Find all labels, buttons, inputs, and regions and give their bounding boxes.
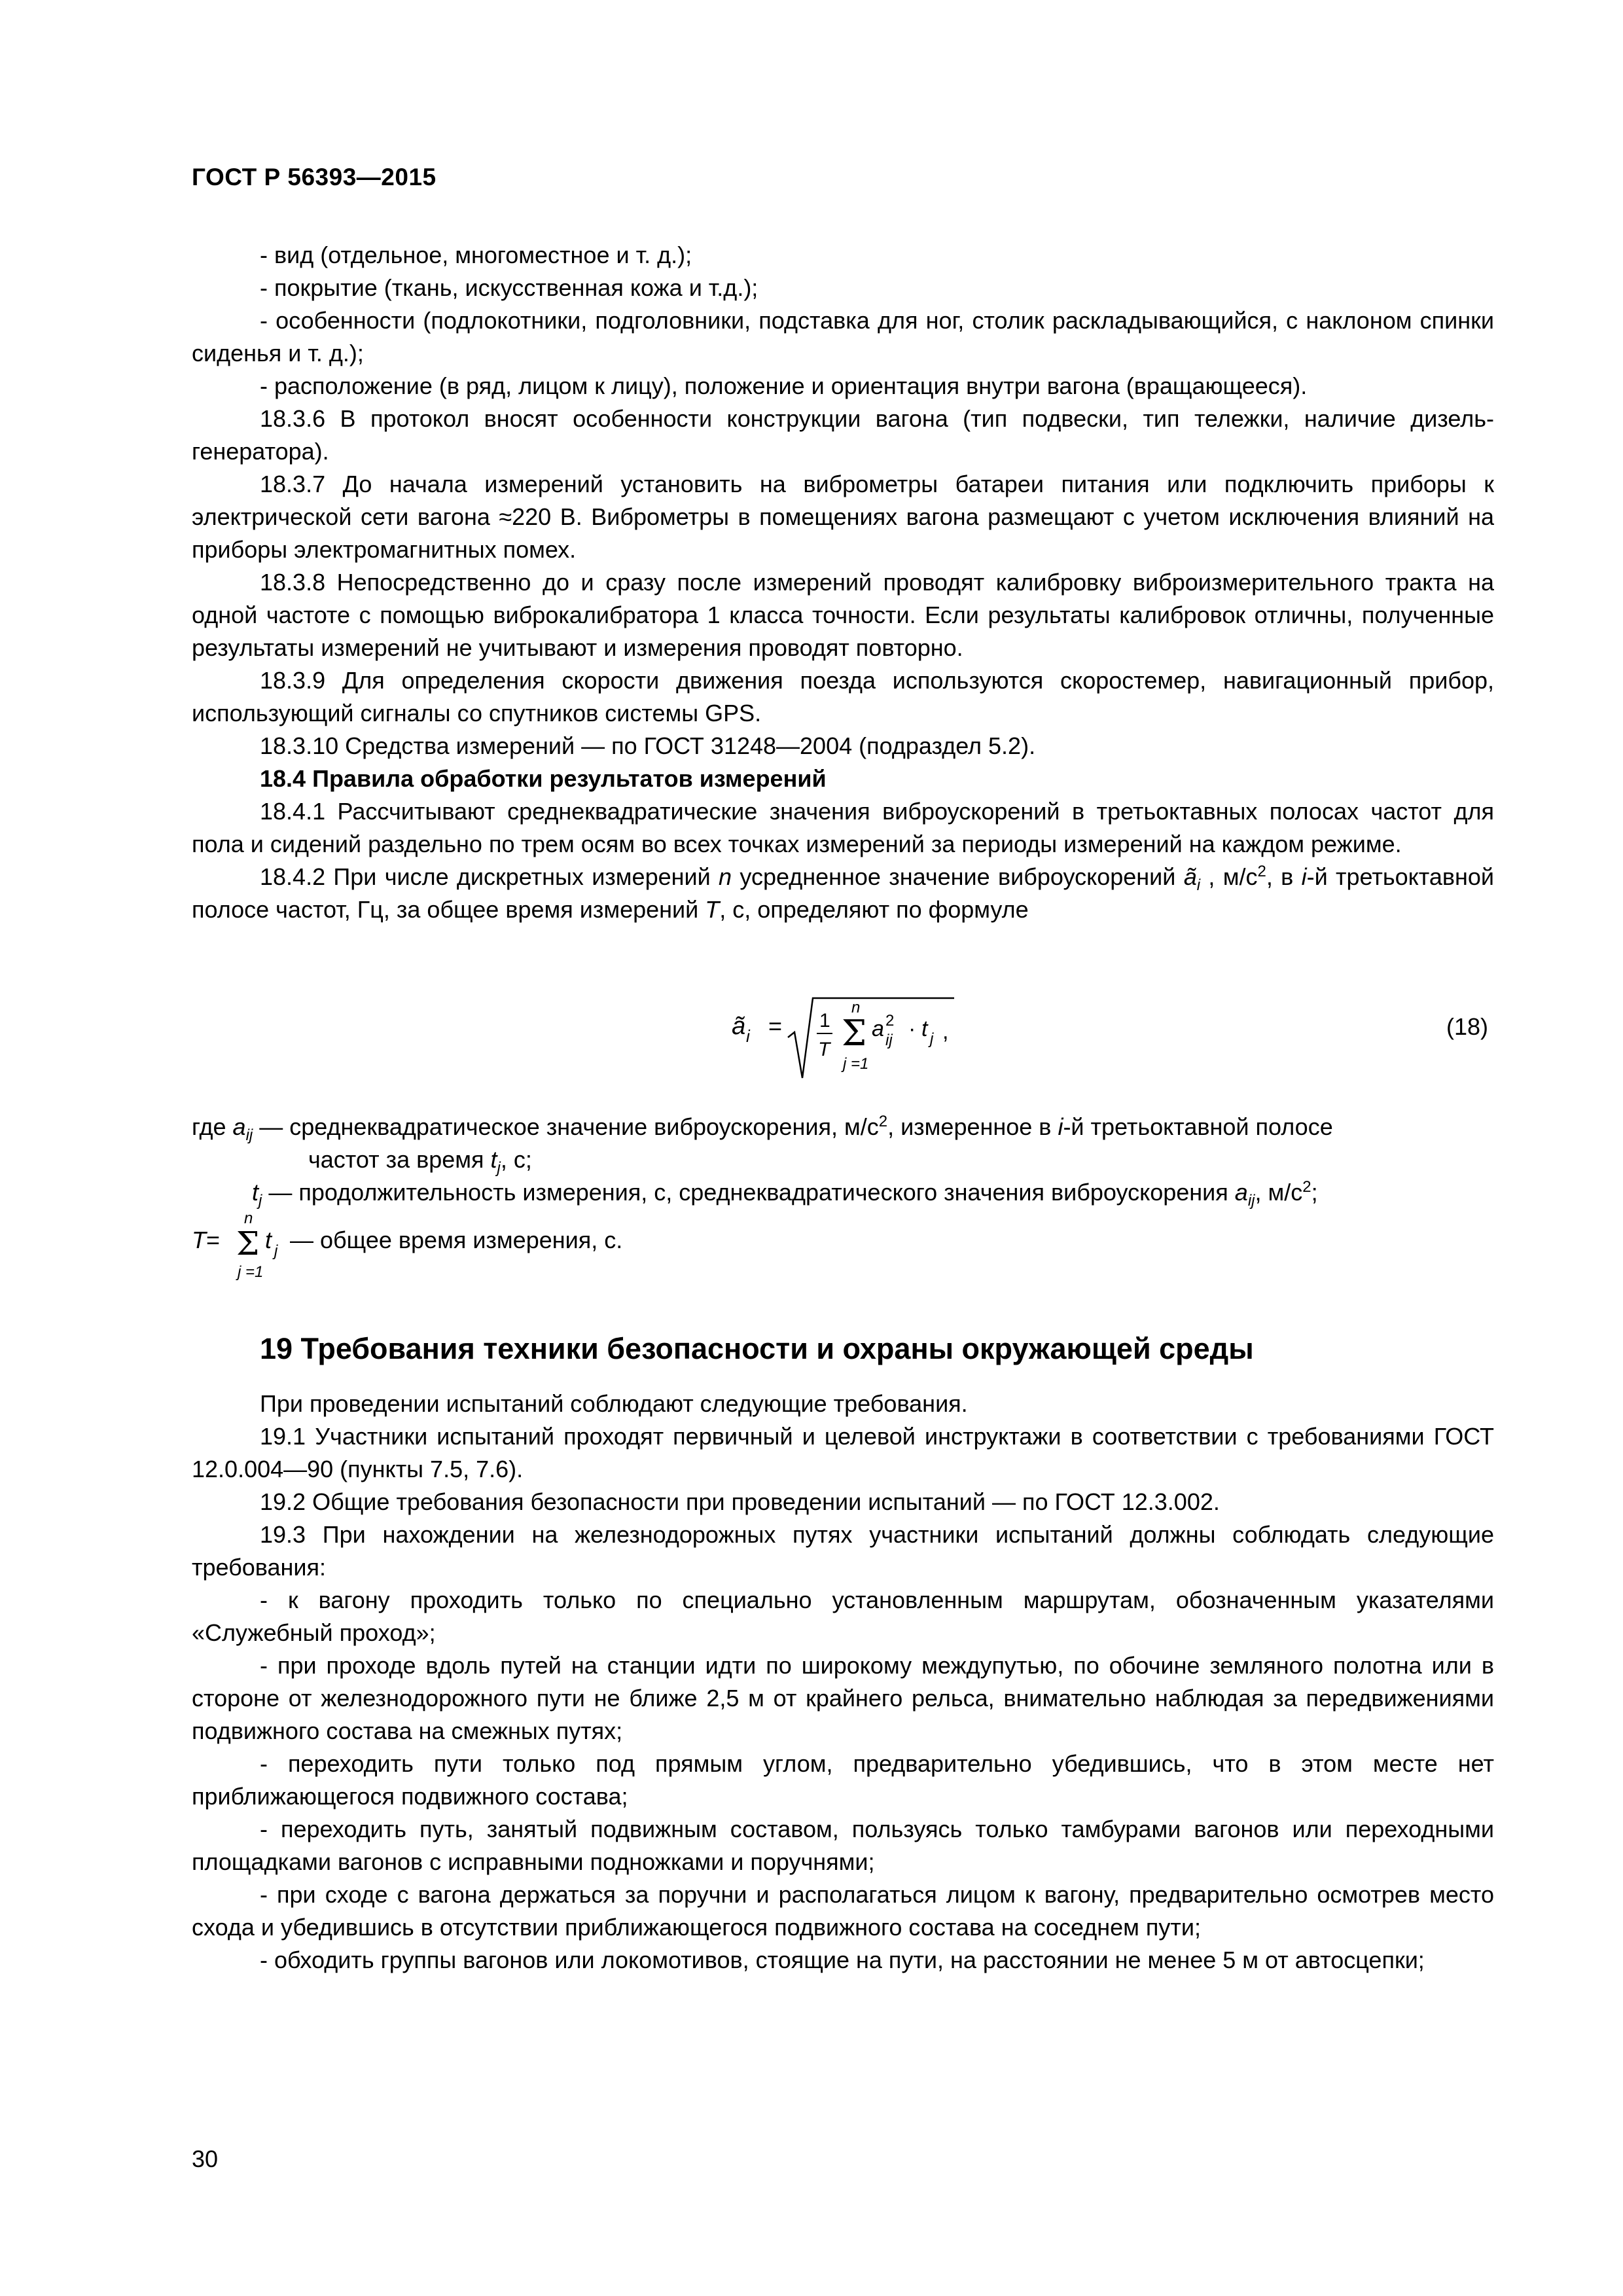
paragraph: - при проходе вдоль путей на станции идти по широкому междупутью, по обочине земляного полотна или в стороне от железнодорожного пути не ближе 2,5 м от крайнего рельса, внимательно наблюдая за передвижениями подвижного состава на смежных путях; [192, 1652, 1494, 1744]
section-19-title: 19 Требования техники безопасности и охраны окружающей среды [260, 1332, 1254, 1365]
formula-sum-bottom: j =1 [843, 1055, 869, 1073]
math-sub: j [497, 1159, 501, 1177]
formula-frac-den: T [818, 1039, 830, 1060]
text: , в [1266, 863, 1302, 890]
formula-sum-top: n [851, 999, 861, 1016]
paragraph: 18.3.6 В протокол вносят особенности конструкции вагона (тип подвески, тип тележки, наличие дизель-генератора). [192, 405, 1494, 465]
math-sub: ij [1247, 1192, 1255, 1210]
formula-equals: = [768, 1013, 783, 1039]
formula-frac-num: 1 [819, 1010, 830, 1031]
paragraph: 18.4.1 Рассчитывают среднеквадратические значения виброускорений в третьоктавных полосах частот для пола и сидений раздельно по трем осям во всех точках измерений за периоды измерений на каждом режиме. [192, 798, 1494, 857]
text: где [192, 1113, 233, 1140]
text: 18.4.2 При числе дискретных измерений [260, 863, 719, 890]
paragraph: - особенности (подлокотники, подголовники, подставка для ног, столик раскладывающийся, с наклоном спинки сиденья и т. д.); [192, 307, 1494, 367]
formula-term-sub: ij [885, 1031, 893, 1049]
legend-line [192, 1111, 1501, 1143]
formula-comma: , [942, 1019, 949, 1044]
text: ; [1311, 1179, 1318, 1206]
text: , с; [500, 1146, 532, 1173]
text: , измеренное в [887, 1113, 1058, 1140]
sum-t: t [265, 1227, 272, 1253]
text: — среднеквадратическое значение виброускорения, м/с [253, 1113, 879, 1140]
paragraph: 18.3.10 Средства измерений — по ГОСТ 31248—2004 (подраздел 5.2). [260, 732, 1036, 759]
formula-term: a [872, 1016, 884, 1041]
formula-term-sup: 2 [885, 1012, 895, 1030]
text: , м/с [1255, 1179, 1303, 1206]
math-var: i [1301, 863, 1307, 890]
math-sup: 2 [1257, 863, 1266, 880]
math-sub: ij [245, 1126, 253, 1145]
paragraph: - покрытие (ткань, искусственная кожа и т.д.); [260, 274, 758, 301]
section-19-text [192, 1388, 1494, 1977]
paragraph: 18.3.9 Для определения скорости движения поезда используются скоростемер, навигационный прибор, использующий сигналы со спутников системы GPS. [192, 667, 1494, 726]
text: частот за время [308, 1146, 491, 1173]
math-sup: 2 [878, 1113, 888, 1130]
paragraph: 19.1 Участники испытаний проходят первичный и целевой инструктажи в соответствии с требованиями ГОСТ 12.0.004—90 (пункты 7.5, 7.6). [192, 1423, 1494, 1482]
text: -й третьоктавной полосе [1063, 1113, 1333, 1140]
formula-t-sub: j [930, 1030, 934, 1048]
paragraph: - вид (отдельное, многоместное и т. д.); [260, 242, 692, 268]
sum-eq: = [206, 1227, 221, 1253]
formula-lhs: ã [732, 1013, 746, 1040]
sum-bottom: j =1 [238, 1263, 264, 1281]
paragraph: 18.3.7 До начала измерений установить на виброметры батареи питания или подключить приборы к электрической сети вагона ≈220 В. Виброметры в помещениях вагона размещают с учетом исключения влияний на приборы электромагнитных помех. [192, 471, 1494, 563]
paragraph: - к вагону проходить только по специально установленным маршрутам, обозначенным указателями «Служебный проход»; [192, 1587, 1494, 1646]
paragraph: При проведении испытаний соблюдают следующие требования. [260, 1390, 968, 1417]
paragraph: 19.3 При нахождении на железнодорожных путях участники испытаний должны соблюдать следующие требования: [192, 1521, 1494, 1581]
math-var: i [1058, 1113, 1063, 1140]
subsection-heading: 18.4 Правила обработки результатов измерений [260, 765, 827, 792]
text: , м/с [1200, 863, 1258, 890]
math-var: a [232, 1113, 246, 1140]
sqrt-sign [788, 998, 954, 1078]
paragraph: - обходить группы вагонов или локомотивов, стоящие на пути, на расстоянии не менее 5 м от автосцепки; [260, 1946, 1425, 1973]
formula-lhs-sub: i [746, 1026, 750, 1046]
math-var: t [490, 1146, 497, 1173]
paragraph: - переходить путь, занятый подвижным составом, пользуясь только тамбурами вагонов или переходными площадками вагонов с исправными подножками и поручнями; [192, 1816, 1494, 1875]
paragraph: 19.2 Общие требования безопасности при проведении испытаний — по ГОСТ 12.3.002. [260, 1488, 1220, 1515]
text: усредненное значение виброускорений [732, 863, 1184, 890]
math-var: t [252, 1179, 259, 1206]
sum-text: — общее время измерения, с. [290, 1227, 623, 1253]
formula-dot: · [908, 1016, 916, 1041]
legend-line [192, 1143, 1501, 1176]
sum-t-sub: j [274, 1242, 278, 1260]
sum-T: T [192, 1227, 206, 1253]
paragraph: - при сходе с вагона держаться за поручни и располагаться лицом к вагону, предварительно осмотрев место схода и убедившись в отсутствии приближающегося подвижного состава на соседнем пути; [192, 1881, 1494, 1941]
text: — продолжительность измерения, с, среднеквадратического значения виброускорения [262, 1179, 1235, 1206]
text: -й третьоктавной полосе частот, Гц, за общее время измерений [192, 863, 1495, 923]
math-var: ã [1183, 863, 1197, 890]
math-sub: i [1196, 876, 1201, 895]
legend-line [192, 1176, 1501, 1209]
paragraph: 18.3.8 Непосредственно до и сразу после измерений проводят калибровку виброизмерительного тракта на одной частоте с помощью виброкалибратора 1 класса точности. Если результаты калибровок отличны, полученные результаты измерений не учитывают и измерения проводят повторно. [192, 569, 1494, 661]
sum-sign: Σ [842, 1013, 867, 1054]
formula-number: (18) [1446, 1013, 1489, 1040]
text: , с, определяют по формуле [719, 896, 1029, 923]
paragraph-with-math [192, 861, 1494, 926]
total-time-formula [192, 1209, 846, 1281]
section-18-text [192, 239, 1494, 926]
sum-sign: Σ [236, 1225, 260, 1263]
sum-top: n [244, 1210, 253, 1227]
math-sub: j [259, 1192, 262, 1210]
formula-18 [725, 980, 1052, 1098]
paragraph: - переходить пути только под прямым углом, предварительно убедившись, что в этом месте нет приближающегося подвижного состава; [192, 1750, 1494, 1810]
document-header: ГОСТ Р 56393—2015 [192, 164, 437, 190]
math-var: n [719, 863, 732, 890]
math-var: a [1234, 1179, 1248, 1206]
paragraph: - расположение (в ряд, лицом к лицу), положение и ориентация внутри вагона (вращающееся). [260, 372, 1308, 399]
formula-legend [192, 1111, 1501, 1289]
math-sup: 2 [1302, 1178, 1311, 1196]
page-number: 30 [192, 2145, 219, 2172]
math-var: T [705, 896, 720, 923]
formula-t: t [921, 1016, 928, 1041]
